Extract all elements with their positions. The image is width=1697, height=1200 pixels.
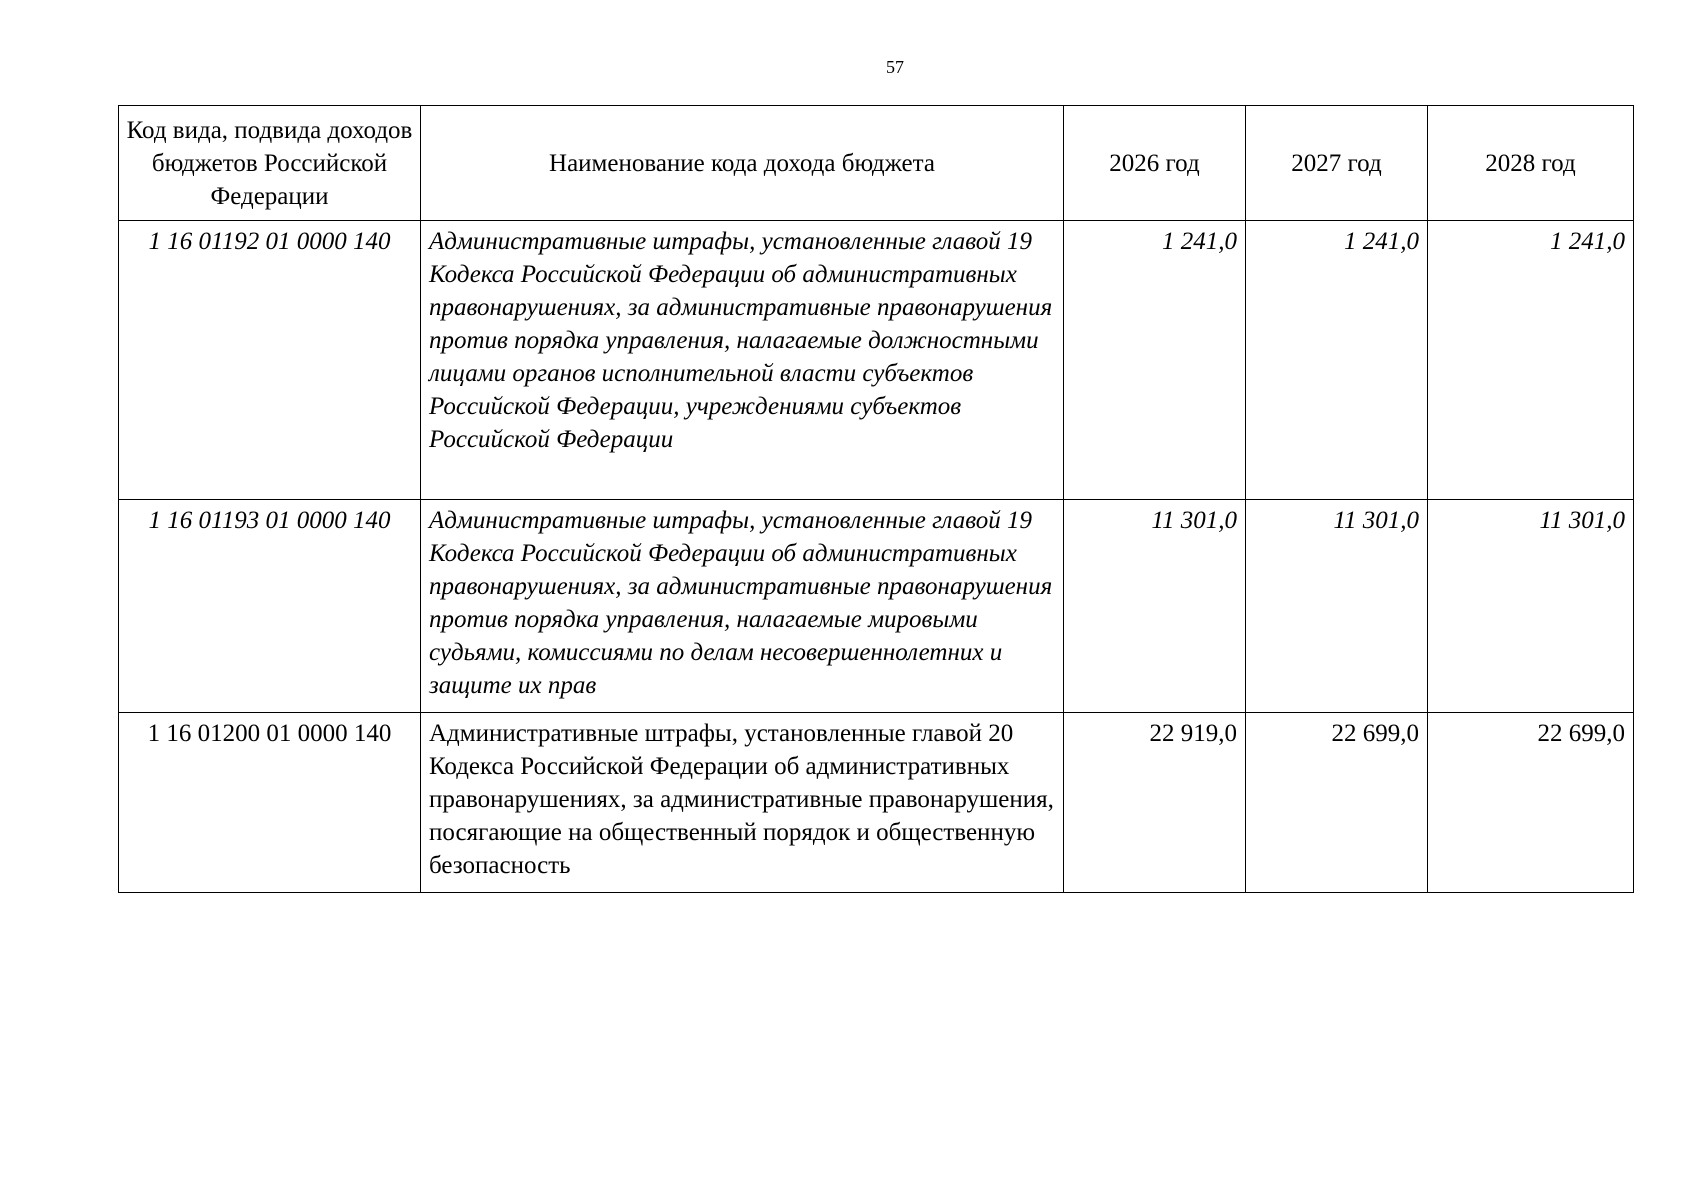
- row-code: 1 16 01193 01 0000 140: [119, 500, 421, 713]
- row-value-2026: 11 301,0: [1064, 500, 1246, 713]
- row-name: Административные штрафы, установленные главой 19 Кодекса Российской Федерации об административных правонарушениях, за административные правонарушения против порядка управления, налагаемые мировыми судьями, комиссиями по делам несовершеннолетних и защите их прав: [421, 500, 1064, 713]
- row-value-2027: 22 699,0: [1246, 713, 1428, 893]
- table-header-row: [119, 106, 1634, 221]
- row-code: 1 16 01200 01 0000 140: [119, 713, 421, 893]
- row-name: Административные штрафы, установленные главой 19 Кодекса Российской Федерации об административных правонарушениях, за административные правонарушения против порядка управления, налагаемые должностными лицами органов исполнительной власти субъектов Российской Федерации, учреждениями субъектов Российской Федерации: [421, 221, 1064, 500]
- row-value-2028: 11 301,0: [1428, 500, 1634, 713]
- header-code: Код вида, подвида доходов бюджетов Российской Федерации: [119, 106, 421, 221]
- header-year-2028: 2028 год: [1428, 106, 1634, 221]
- row-value-2026: 1 241,0: [1064, 221, 1246, 500]
- table-row: [119, 221, 1634, 500]
- row-value-2027: 1 241,0: [1246, 221, 1428, 500]
- row-value-2027: 11 301,0: [1246, 500, 1428, 713]
- page-number: 57: [886, 57, 904, 77]
- budget-revenue-table: [118, 105, 1634, 893]
- row-value-2028: 22 699,0: [1428, 713, 1634, 893]
- table-row: [119, 713, 1634, 893]
- header-year-2027: 2027 год: [1246, 106, 1428, 221]
- header-name: Наименование кода дохода бюджета: [421, 106, 1064, 221]
- header-year-2026: 2026 год: [1064, 106, 1246, 221]
- row-code: 1 16 01192 01 0000 140: [119, 221, 421, 500]
- table-row: [119, 500, 1634, 713]
- row-value-2028: 1 241,0: [1428, 221, 1634, 500]
- row-name: Административные штрафы, установленные главой 20 Кодекса Российской Федерации об административных правонарушениях, за административные правонарушения, посягающие на общественный порядок и общественную безопасность: [421, 713, 1064, 893]
- row-value-2026: 22 919,0: [1064, 713, 1246, 893]
